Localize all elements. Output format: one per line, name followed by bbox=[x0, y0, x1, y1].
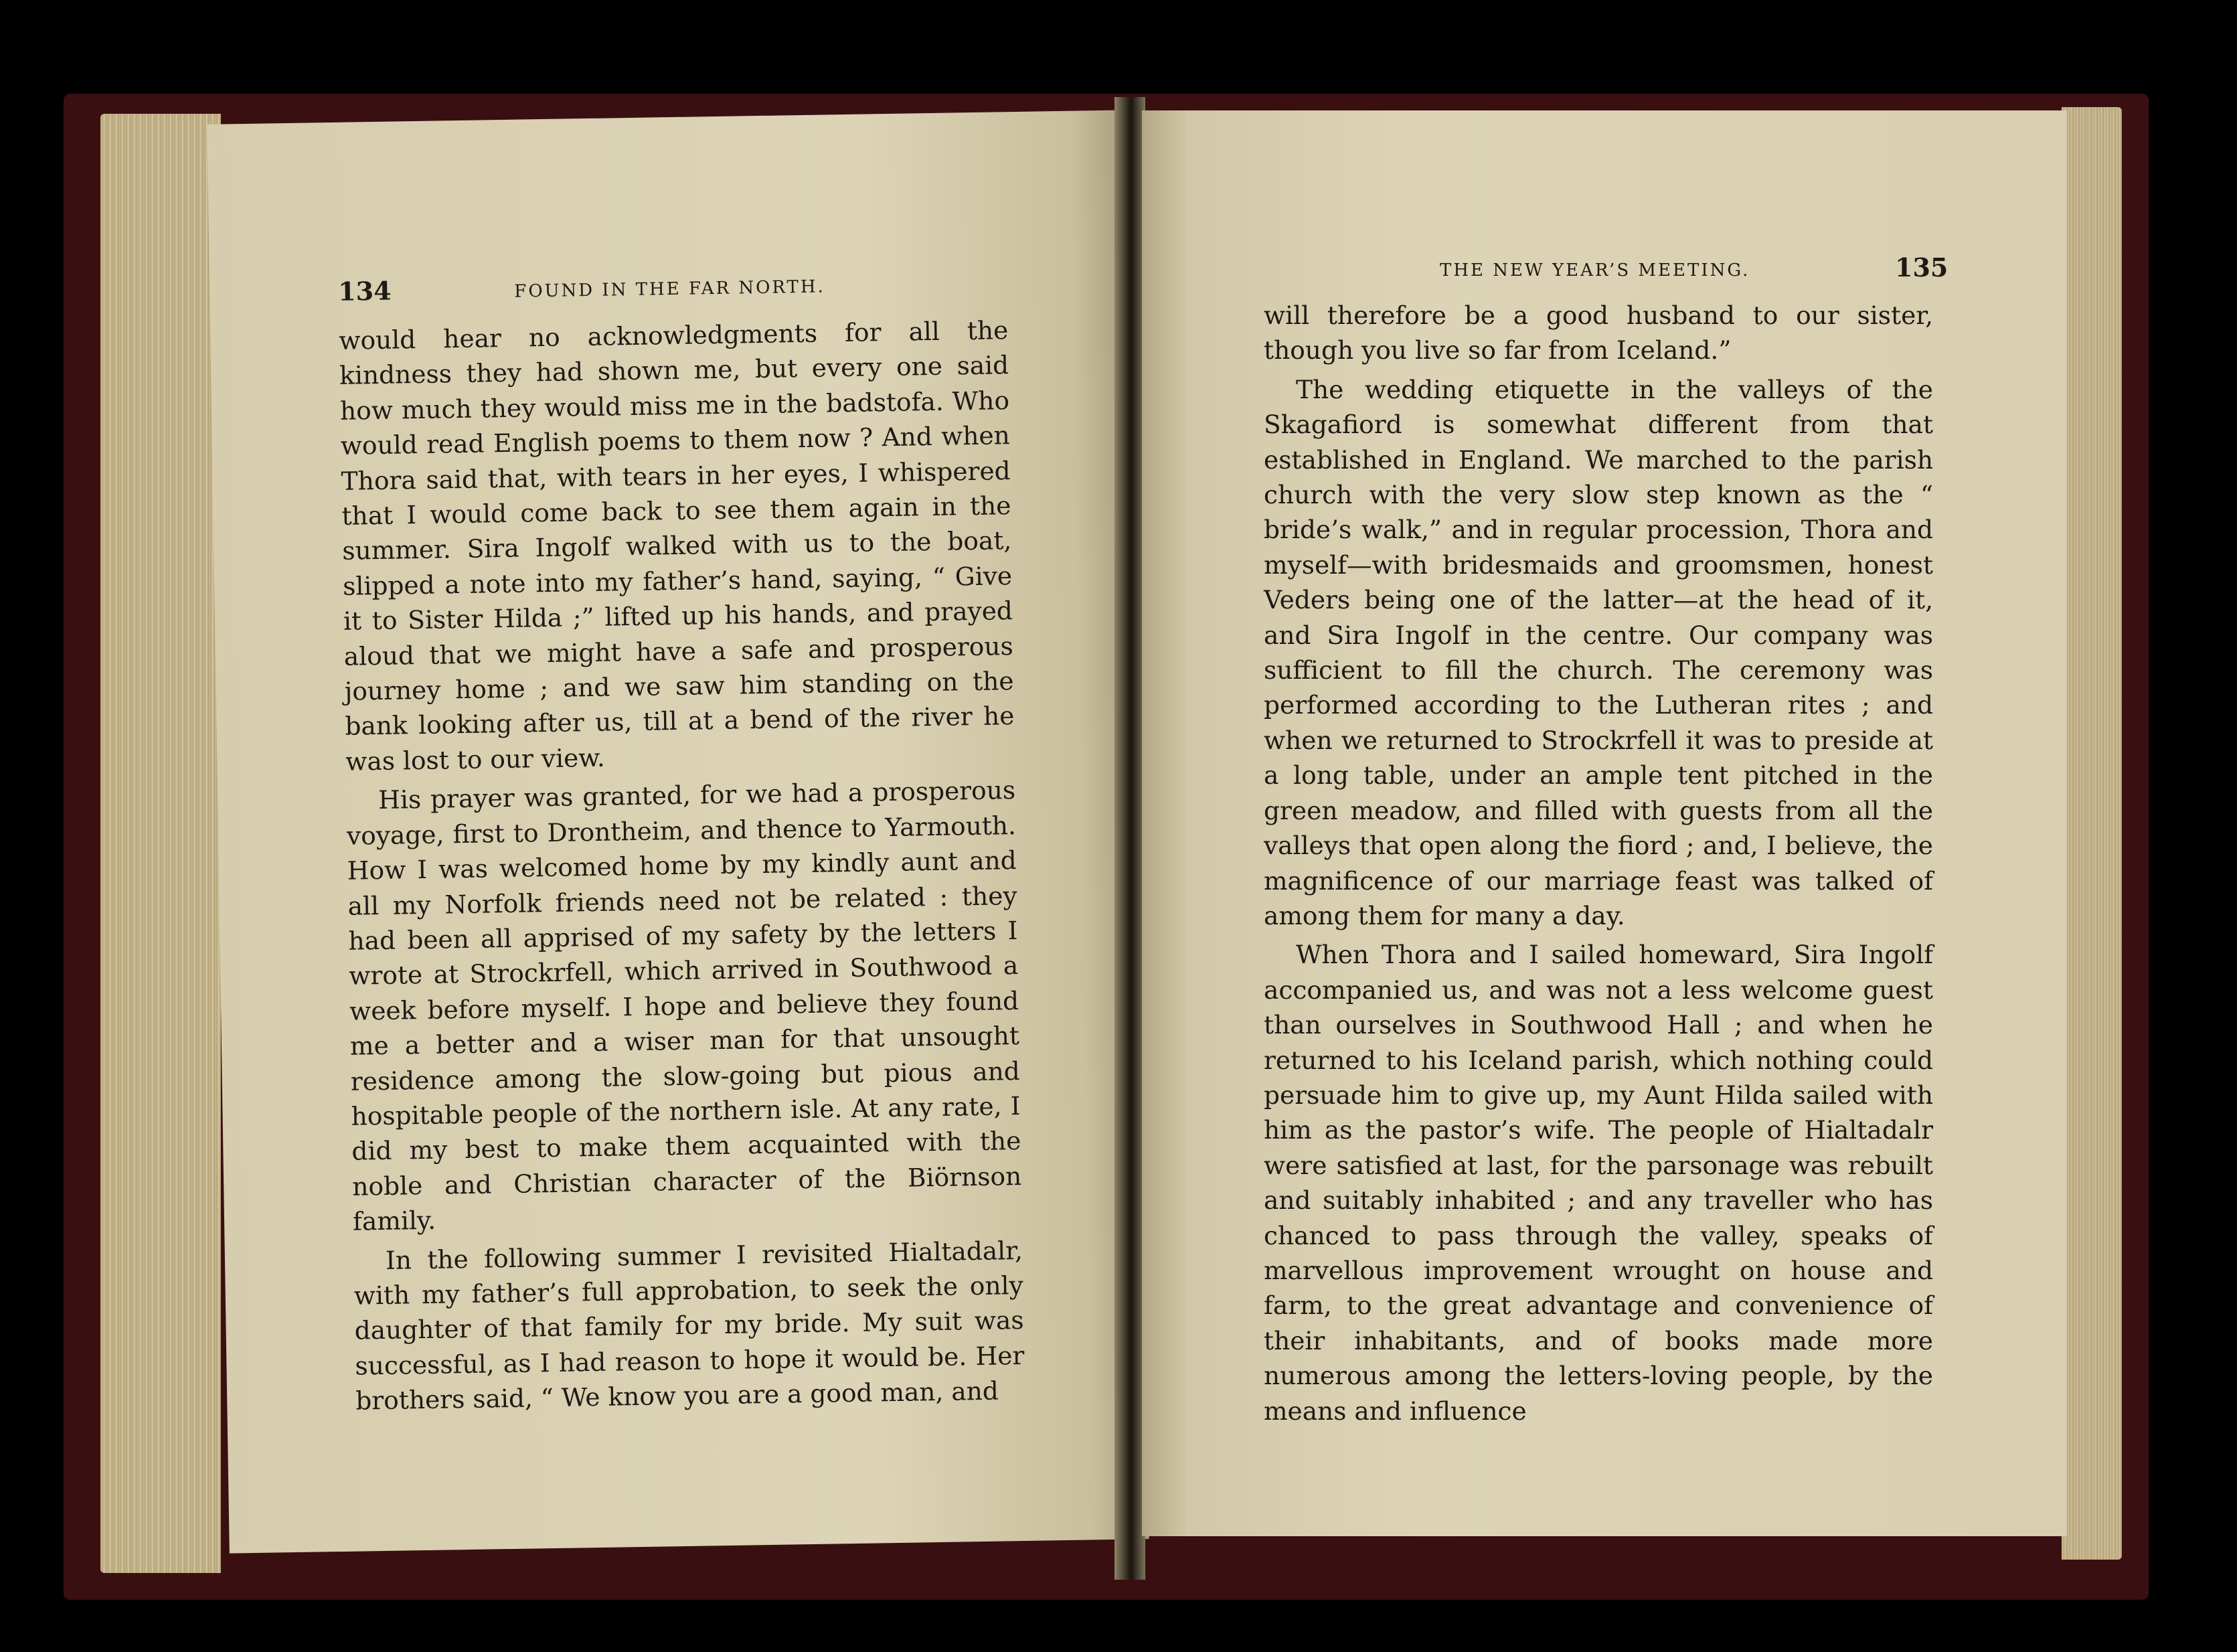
right-paragraph-1: will therefore be a good husband to our sister, though you live so far from Iceland.” bbox=[1264, 301, 1933, 365]
right-running-title: THE NEW YEAR’S MEETING. bbox=[1440, 260, 1750, 280]
page-edges-left bbox=[100, 114, 221, 1573]
page-edges-right bbox=[2062, 107, 2122, 1560]
left-page-text bbox=[339, 313, 1025, 1418]
right-page-text bbox=[1264, 298, 1933, 1428]
left-running-head bbox=[210, 264, 1130, 319]
left-running-title: FOUND IN THE FAR NORTH. bbox=[514, 276, 826, 302]
right-page-number: 135 bbox=[1895, 252, 1949, 282]
right-paragraph-2: The wedding etiquette in the valleys of the Skagafiord is somewhat different from that established in England. We marched to the parish church with the very slow step known as the “ bride’s walk,” and in regular procession, Thora and myself—with bridesmaids and groomsmen, honest Veders being one of the latter—at the head of it, and Sira Ingolf in the centre. Our company was sufficient to fill the church. The ceremony was performed according to the Lutheran rites ; and when we returned to Strockrfell it was to preside at a long table, under an ample tent pitched in the green meadow, and filled with guests from all the valleys that open along the fiord ; and, I believe, the magnificence of our marriage feast was talked of among them for many a day. bbox=[1264, 374, 1933, 930]
right-page bbox=[1142, 110, 2067, 1536]
left-paragraph-1: would hear no acknowledgments for all the kindness they had shown me, but every one said how much they would miss me in the badstofa. Who would read English poems to them now ? And when Thora said that, with tears in her eyes, I whispered that I would come back to see them again in the summer. Sira Ingolf walked with us to the boat, slipped a note into my father’s hand, saying, “ Give it to Sister Hilda ;” lifted up his hands, and prayed aloud that we might have a safe and prosperous journey home ; and we saw him standing on the bank looking after us, till at a bend of the river he was lost to our view. bbox=[339, 315, 1015, 776]
right-paragraph-3: When Thora and I sailed homeward, Sira Ingolf accompanied us, and was not a less welcome guest than ourselves in Southwood Hall ; and when he returned to his Iceland parish, which nothing could persuade him to give up, my Aunt Hilda sailed with him as the pastor’s wife. The people of Hialtadalr were satisfied at last, for the parsonage was rebuilt and suitably inhabited ; and any traveller who has chanced to pass through the valley, speaks of marvellous improvement wrought on house and farm, to the great advantage and convenience of their inhabitants, and of books made more numerous among the letters-loving people, by the means and influence bbox=[1264, 940, 1933, 1426]
book-gutter bbox=[1114, 97, 1145, 1580]
left-page bbox=[207, 110, 1149, 1553]
left-page-number: 134 bbox=[337, 275, 392, 307]
right-running-head bbox=[1142, 252, 2067, 293]
left-paragraph-3: In the following summer I revisited Hialtadalr, with my father’s full approbation, to seek the only daughter of that family for my bride. My suit was successful, as I had reason to hope it would be. Her brothers said, “ We know you are a good man, and bbox=[353, 1235, 1025, 1416]
left-paragraph-2: His prayer was granted, for we had a prosperous voyage, first to Drontheim, and thence to Yarmouth. How I was welcomed home by my kindly aunt and all my Norfolk friends need not be related : they had been all apprised of my safety by the letters I wrote at Strockrfell, which arrived in Southwood a week before myself. I hope and believe they found me a better and a wiser man for that unsought residence among the slow-going but pious and hospitable people of the northern isle. At any rate, I did my best to make them acquainted with the noble and Christian character of the Biörnson family. bbox=[346, 775, 1022, 1236]
